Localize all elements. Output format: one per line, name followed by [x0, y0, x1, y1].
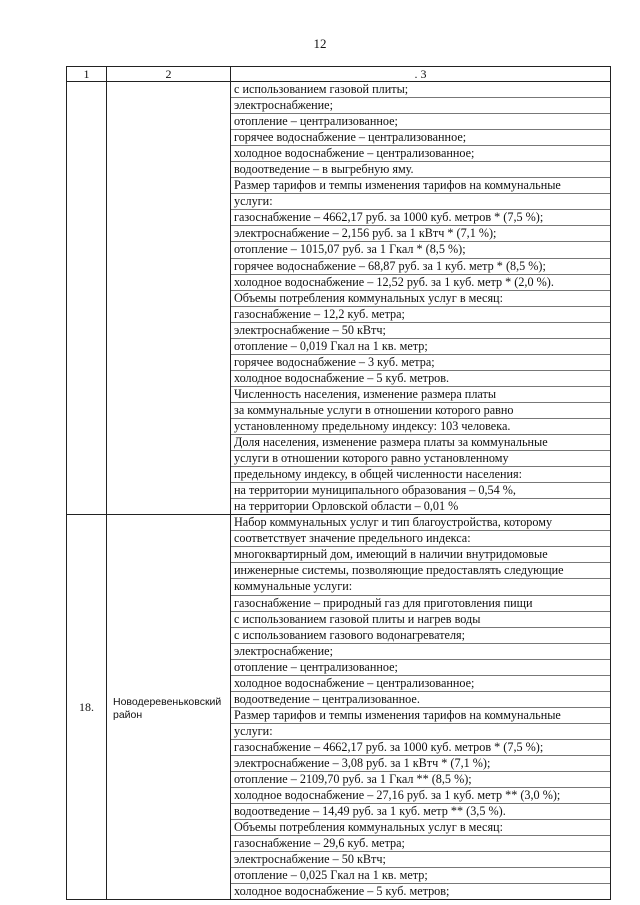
description-line: отопление – централизованное;	[231, 114, 610, 130]
description-line: водоотведение – централизованное.	[231, 692, 610, 708]
description-line: предельному индексу, в общей численности населения:	[231, 467, 610, 483]
description-line: на территории муниципального образования – 0,54 %,	[231, 483, 610, 499]
description-lines	[231, 82, 610, 514]
table-row	[67, 82, 611, 515]
description-line: с использованием газового водонагревателя;	[231, 628, 610, 644]
description-line: инженерные системы, позволяющие предоставлять следующие	[231, 563, 610, 579]
description-line: электроснабжение – 50 кВтч;	[231, 323, 610, 339]
description-line: Объемы потребления коммунальных услуг в месяц:	[231, 820, 610, 836]
description-line: газоснабжение – 4662,17 руб. за 1000 куб. метров * (7,5 %);	[231, 740, 610, 756]
description-line: многоквартирный дом, имеющий в наличии внутридомовые	[231, 547, 610, 563]
description-line: холодное водоснабжение – 5 куб. метров.	[231, 371, 610, 387]
description-line: холодное водоснабжение – 5 куб. метров;	[234, 884, 450, 899]
description-line: Набор коммунальных услуг и тип благоустройства, которому	[231, 515, 610, 531]
description-line: газоснабжение – 12,2 куб. метра;	[231, 307, 610, 323]
description-line: холодное водоснабжение – централизованное;	[231, 676, 610, 692]
description-line: электроснабжение – 50 кВтч;	[231, 852, 610, 868]
description-line: холодное водоснабжение – 12,52 руб. за 1 куб. метр * (2,0 %).	[231, 275, 610, 291]
description-line: электроснабжение;	[231, 98, 610, 114]
region-name	[107, 82, 231, 515]
description-line: водоотведение – в выгребную яму.	[231, 162, 610, 178]
description-line: холодное водоснабжение – централизованное;	[231, 146, 610, 162]
description-line: отопление – 0,019 Гкал на 1 кв. метр;	[231, 339, 610, 355]
description-line: услуги в отношении которого равно установленному	[231, 451, 610, 467]
table-row	[67, 515, 611, 900]
description-line: электроснабжение – 3,08 руб. за 1 кВтч * (7,1 %);	[231, 756, 610, 772]
description-line: Размер тарифов и темпы изменения тарифов на коммунальные	[231, 178, 610, 194]
description-line: газоснабжение – 4662,17 руб. за 1000 куб. метров * (7,5 %);	[231, 210, 610, 226]
tariff-table	[66, 66, 611, 900]
region-name: Новодеревеньковский район	[107, 515, 231, 900]
description-line: электроснабжение;	[231, 644, 610, 660]
description-line: за коммунальные услуги в отношении которого равно	[231, 403, 610, 419]
page-number: 12	[313, 36, 327, 51]
description-line: Размер тарифов и темпы изменения тарифов на коммунальные	[231, 708, 610, 724]
description-cell	[231, 82, 611, 515]
description-line: услуги:	[231, 724, 610, 740]
description-line: холодное водоснабжение – 27,16 руб. за 1 куб. метр ** (3,0 %);	[231, 788, 610, 804]
description-line: водоотведение – 14,49 руб. за 1 куб. метр ** (3,5 %).	[231, 804, 610, 820]
column-header-1: 1	[67, 67, 107, 82]
description-line: коммунальные услуги:	[231, 579, 610, 595]
description-line: электроснабжение – 2,156 руб. за 1 кВтч * (7,1 %);	[231, 226, 610, 242]
description-line: с использованием газовой плиты и нагрев воды	[231, 612, 610, 628]
description-line: отопление – централизованное;	[231, 660, 610, 676]
description-line: газоснабжение – природный газ для приготовления пищи	[231, 596, 610, 612]
row-number	[67, 82, 107, 515]
description-line: Доля населения, изменение размера платы за коммунальные	[231, 435, 610, 451]
description-line: горячее водоснабжение – 68,87 руб. за 1 куб. метр * (8,5 %);	[231, 259, 610, 275]
description-line: с использованием газовой плиты;	[231, 82, 610, 98]
description-line: на территории Орловской области – 0,01 %	[234, 499, 459, 514]
description-line: горячее водоснабжение – централизованное;	[231, 130, 610, 146]
description-line: Объемы потребления коммунальных услуг в месяц:	[231, 291, 610, 307]
description-lines	[231, 515, 610, 899]
description-line: услуги:	[231, 194, 610, 210]
table-header-row	[67, 67, 611, 82]
description-line: отопление – 0,025 Гкал на 1 кв. метр;	[231, 868, 610, 884]
description-line: газоснабжение – 29,6 куб. метра;	[231, 836, 610, 852]
row-number: 18.	[67, 515, 107, 900]
description-line: установленному предельному индексу: 103 человека.	[231, 419, 610, 435]
column-header-3: . 3	[231, 67, 611, 82]
column-header-2: 2	[107, 67, 231, 82]
description-line: соответствует значение предельного индекса:	[231, 531, 610, 547]
description-line: горячее водоснабжение – 3 куб. метра;	[231, 355, 610, 371]
description-cell	[231, 515, 611, 900]
description-line: Численность населения, изменение размера платы	[231, 387, 610, 403]
description-line: отопление – 2109,70 руб. за 1 Гкал ** (8,5 %);	[231, 772, 610, 788]
description-line: отопление – 1015,07 руб. за 1 Гкал * (8,5 %);	[231, 242, 610, 258]
